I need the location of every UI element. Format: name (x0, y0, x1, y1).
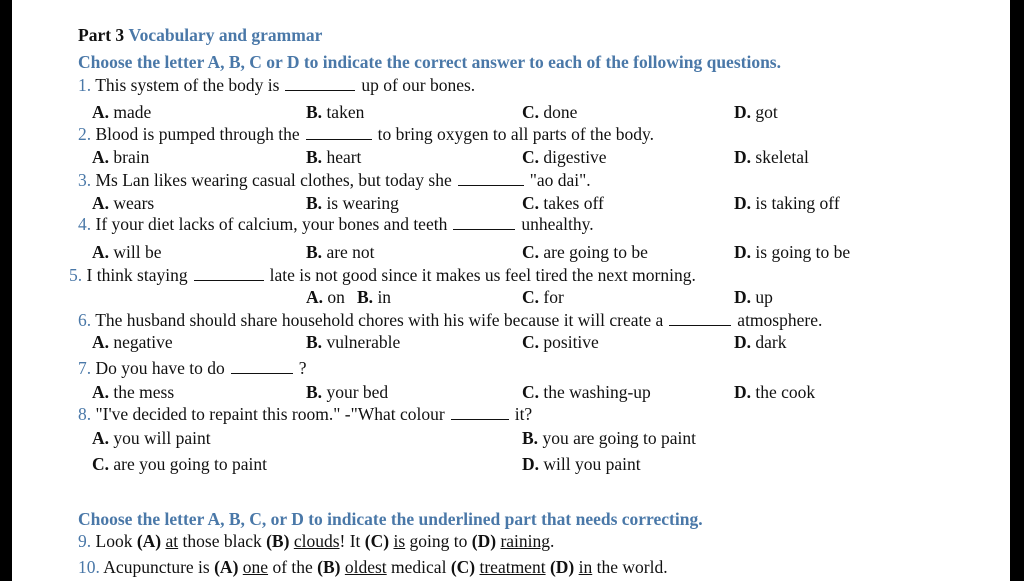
question-4: 4. If your diet lacks of calcium, your bones and teeth unhealthy. (78, 214, 594, 234)
q8-option-a[interactable]: A. you will paint (92, 428, 211, 448)
q4-option-b[interactable]: B. are not (306, 242, 375, 262)
q7-option-d[interactable]: D. the cook (734, 382, 816, 402)
answer-blank (458, 171, 524, 186)
q3-option-a[interactable]: A. wears (92, 193, 155, 213)
underlined-part-d[interactable]: raining (500, 531, 551, 551)
underlined-part-c[interactable]: is (393, 531, 406, 551)
question-10: 10. Acupuncture is (A) one of the (B) oldest medical (C) treatment (D) in the world. (78, 557, 668, 577)
underlined-part-b[interactable]: oldest (344, 557, 387, 577)
q8-option-b[interactable]: B. you are going to paint (522, 428, 697, 448)
q2-option-a[interactable]: A. brain (92, 147, 150, 167)
question-5: 5. I think staying late is not good since it makes us feel tired the next morning. (69, 265, 696, 285)
q6-option-d[interactable]: D. dark (734, 332, 787, 352)
q7-option-c[interactable]: C. the washing-up (522, 382, 651, 402)
q1-option-c[interactable]: C. done (522, 102, 578, 122)
part-title: Vocabulary and grammar (128, 25, 323, 45)
answer-blank (231, 359, 293, 374)
question-8: 8. "I've decided to repaint this room." -"What colour it? (78, 404, 533, 424)
answer-blank (306, 125, 372, 140)
q4-option-d[interactable]: D. is going to be (734, 242, 851, 262)
q8-option-d[interactable]: D. will you paint (522, 454, 641, 474)
q7-option-b[interactable]: B. your bed (306, 382, 389, 402)
q5-option-d[interactable]: D. up (734, 287, 773, 307)
part-heading (78, 25, 322, 45)
q8-option-c[interactable]: C. are you going to paint (92, 454, 267, 474)
q1-option-a[interactable]: A. made (92, 102, 152, 122)
q3-option-b[interactable]: B. is wearing (306, 193, 399, 213)
q4-option-a[interactable]: A. will be (92, 242, 162, 262)
q3-option-c[interactable]: C. takes off (522, 193, 604, 213)
q6-option-c[interactable]: C. positive (522, 332, 599, 352)
q6-option-b[interactable]: B. vulnerable (306, 332, 401, 352)
q5-option-b[interactable]: B. in (357, 287, 392, 307)
underlined-part-a[interactable]: at (165, 531, 179, 551)
q5-option-c[interactable]: C. for (522, 287, 564, 307)
underlined-part-d[interactable]: in (578, 557, 593, 577)
answer-blank (453, 215, 515, 230)
underlined-part-c[interactable]: treatment (479, 557, 546, 577)
q1-option-b[interactable]: B. taken (306, 102, 365, 122)
question-9: 9. Look (A) at those black (B) clouds! It (C) is going to (D) raining. (78, 531, 555, 551)
underlined-part-a[interactable]: one (242, 557, 269, 577)
q2-option-d[interactable]: D. skeletal (734, 147, 809, 167)
q4-option-c[interactable]: C. are going to be (522, 242, 648, 262)
question-3: 3. Ms Lan likes wearing casual clothes, but today she "ao dai". (78, 170, 591, 190)
q2-option-b[interactable]: B. heart (306, 147, 362, 167)
answer-blank (194, 266, 264, 281)
underlined-part-b[interactable]: clouds (293, 531, 340, 551)
q6-option-a[interactable]: A. negative (92, 332, 173, 352)
q3-option-d[interactable]: D. is taking off (734, 193, 840, 213)
answer-blank (451, 405, 509, 420)
answer-blank (285, 76, 355, 91)
question-6: 6. The husband should share household chores with his wife because it will create a atmosphere. (78, 310, 823, 330)
q2-option-c[interactable]: C. digestive (522, 147, 607, 167)
question-1: 1. This system of the body is up of our bones. (78, 75, 476, 95)
answer-blank (669, 311, 731, 326)
instruction-2: Choose the letter A, B, C, or D to indicate the underlined part that needs correcting. (78, 509, 703, 529)
q7-option-a[interactable]: A. the mess (92, 382, 175, 402)
question-7: 7. Do you have to do ? (78, 358, 307, 378)
q1-option-d[interactable]: D. got (734, 102, 778, 122)
q5-option-a[interactable]: A. on (306, 287, 345, 307)
instruction-1: Choose the letter A, B, C or D to indicate the correct answer to each of the following questions. (78, 52, 781, 72)
part-label: Part 3 (78, 25, 125, 45)
worksheet-page (12, 0, 1010, 581)
question-2: 2. Blood is pumped through the to bring oxygen to all parts of the body. (78, 124, 655, 144)
